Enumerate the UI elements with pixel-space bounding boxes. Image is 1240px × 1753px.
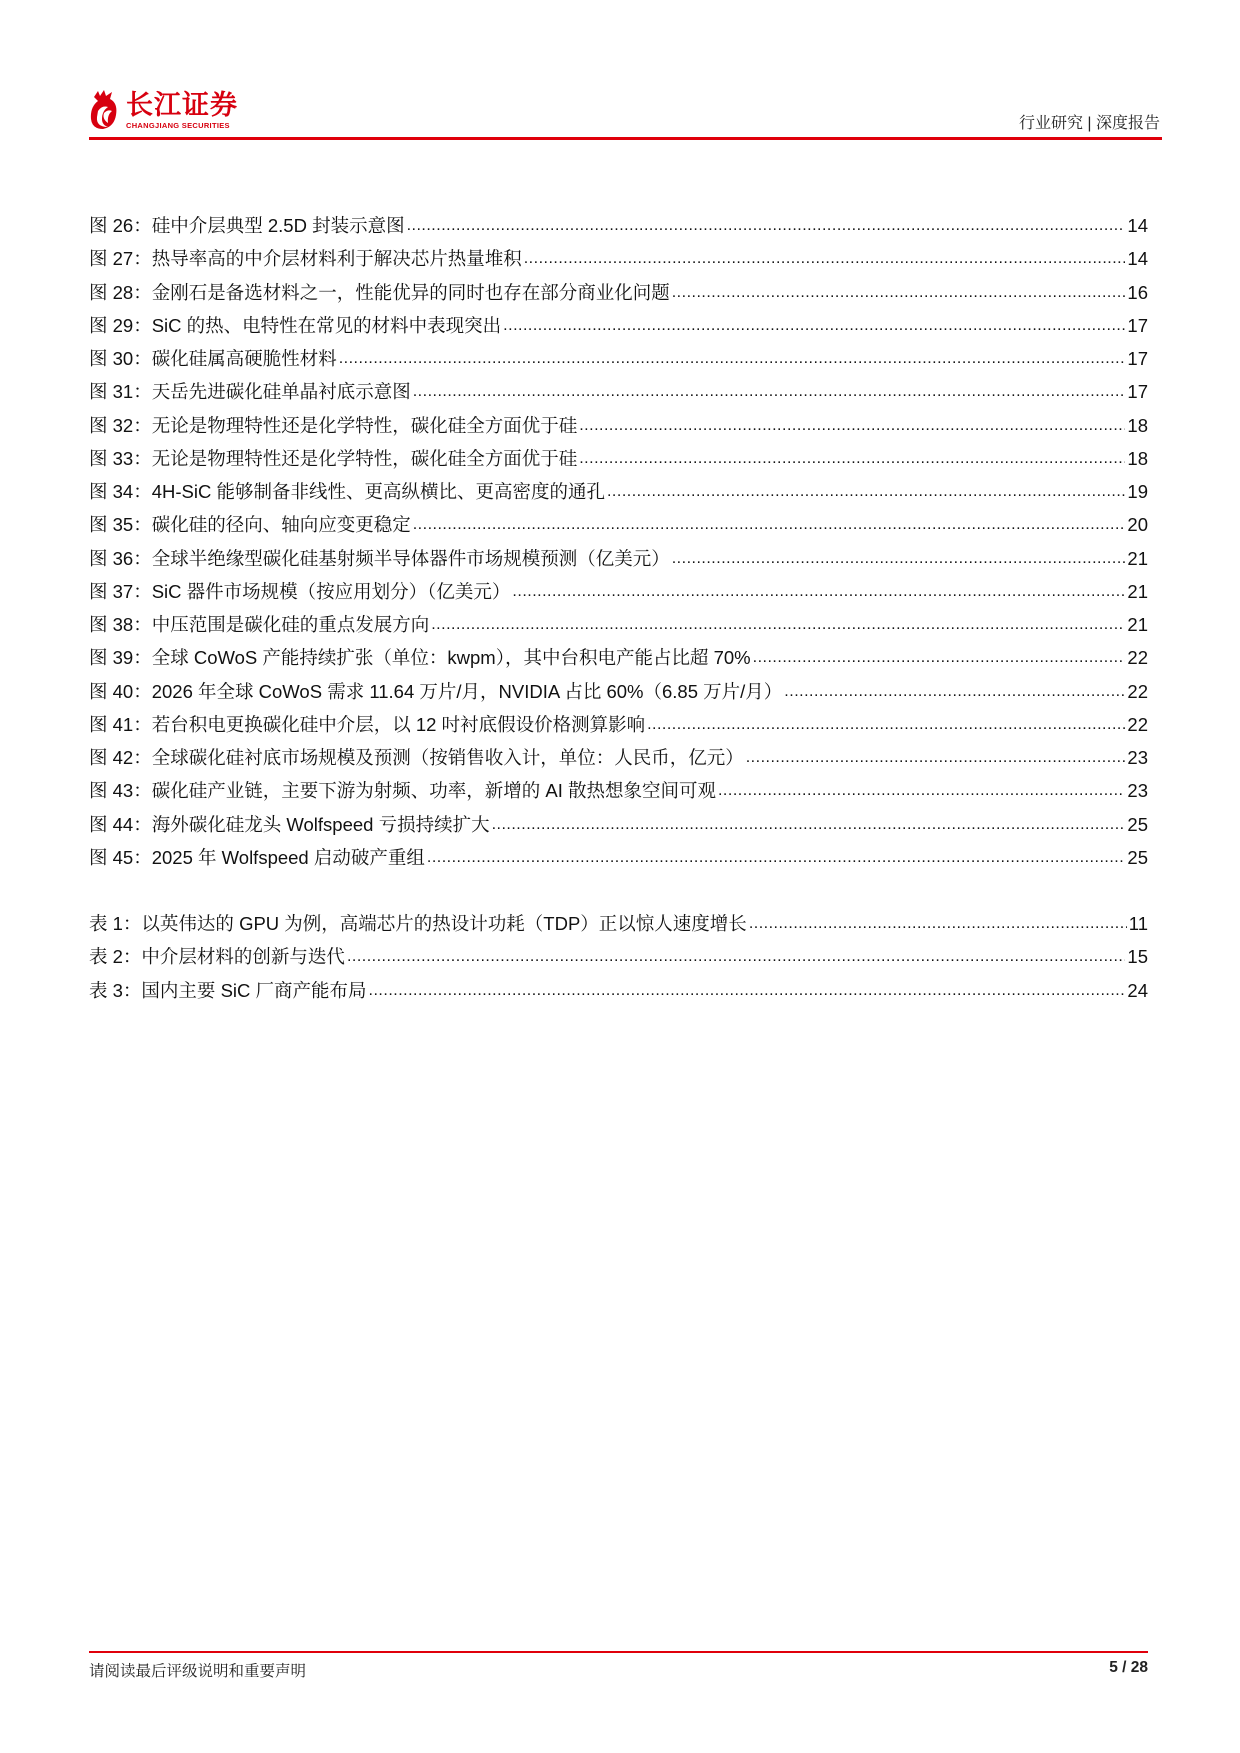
dot-leader bbox=[749, 912, 1127, 936]
header-divider bbox=[89, 137, 1162, 140]
toc-entry-title[interactable]: 图 40：2026 年全球 CoWoS 需求 11.64 万片/月，NVIDIA 占比 60%（6.85 万片/月） bbox=[89, 680, 783, 702]
toc-entry-page[interactable]: 14 bbox=[1127, 248, 1148, 270]
toc-entry-title[interactable]: 图 35：碳化硅的径向、轴向应变更稳定 bbox=[89, 514, 411, 536]
toc-entry-title[interactable]: 图 27：热导率高的中介层材料利于解决芯片热量堆积 bbox=[89, 248, 522, 270]
toc-figure-entry[interactable] bbox=[89, 713, 1148, 737]
toc-entry-title[interactable]: 图 41：若台积电更换碳化硅中介层，以 12 吋衬底假设价格测算影响 bbox=[89, 713, 646, 735]
toc-table-entry[interactable] bbox=[89, 912, 1148, 936]
toc-entry-page[interactable]: 17 bbox=[1127, 314, 1148, 336]
toc-entry-page[interactable]: 22 bbox=[1127, 680, 1148, 702]
toc-entry-page[interactable]: 18 bbox=[1127, 447, 1148, 469]
dot-leader bbox=[512, 580, 1125, 604]
toc-figure-entry[interactable] bbox=[89, 380, 1148, 404]
toc-entry-title[interactable]: 表 3：国内主要 SiC 厂商产能布局 bbox=[89, 979, 367, 1001]
toc-figure-entry[interactable] bbox=[89, 247, 1148, 271]
toc-entry-title[interactable]: 图 32：无论是物理特性还是化学特性，碳化硅全方面优于硅 bbox=[89, 414, 578, 436]
toc-figure-entry[interactable] bbox=[89, 513, 1148, 537]
toc-entry-page[interactable]: 22 bbox=[1127, 713, 1148, 735]
toc-figure-entry[interactable] bbox=[89, 414, 1148, 438]
footer-disclaimer: 请阅读最后评级说明和重要声明 bbox=[89, 1663, 307, 1680]
toc-figure-entry[interactable] bbox=[89, 314, 1148, 338]
toc-entry-title[interactable]: 图 30：碳化硅属高硬脆性材料 bbox=[89, 348, 337, 369]
toc-entry-page[interactable]: 23 bbox=[1127, 747, 1148, 768]
toc-entry-title[interactable]: 图 31：天岳先进碳化硅单晶衬底示意图 bbox=[89, 381, 411, 403]
toc-entry-page[interactable]: 21 bbox=[1127, 614, 1148, 635]
toc-entry-page[interactable]: 20 bbox=[1127, 514, 1148, 536]
dot-leader bbox=[347, 945, 1125, 969]
toc-table-entry[interactable] bbox=[89, 945, 1148, 969]
dot-leader bbox=[607, 480, 1125, 504]
toc-figure-entry[interactable] bbox=[89, 613, 1148, 637]
toc-entry-title[interactable]: 图 26：硅中介层典型 2.5D 封装示意图 bbox=[89, 215, 405, 236]
toc-entry-page[interactable]: 25 bbox=[1127, 846, 1148, 868]
toc-entry-title[interactable]: 图 33：无论是物理特性还是化学特性，碳化硅全方面优于硅 bbox=[89, 447, 578, 469]
toc-entry-title[interactable]: 图 29：SiC 的热、电特性在常见的材料中表现突出 bbox=[89, 314, 502, 336]
toc-entry-page[interactable]: 25 bbox=[1127, 813, 1148, 835]
logo-chinese-name: 长江证券 bbox=[126, 89, 238, 121]
dot-leader bbox=[647, 713, 1125, 737]
dot-leader bbox=[339, 347, 1126, 371]
dot-leader bbox=[746, 746, 1126, 770]
dot-leader bbox=[784, 680, 1125, 704]
toc-figure-entry[interactable] bbox=[89, 480, 1148, 504]
toc-entry-page[interactable]: 11 bbox=[1128, 913, 1148, 934]
toc-entry-page[interactable]: 14 bbox=[1127, 215, 1148, 236]
toc-figure-entry[interactable] bbox=[89, 846, 1148, 870]
toc-entry-title[interactable]: 图 36：全球半绝缘型碳化硅基射频半导体器件市场规模预测（亿美元） bbox=[89, 547, 670, 569]
toc-figure-entry[interactable] bbox=[89, 547, 1148, 571]
toc-entry-title[interactable]: 表 1：以英伟达的 GPU 为例，高端芯片的热设计功耗（TDP）正以惊人速度增长 bbox=[89, 913, 747, 934]
company-logo bbox=[88, 88, 238, 132]
toc-entry-page[interactable]: 17 bbox=[1127, 381, 1148, 403]
toc-figure-entry[interactable] bbox=[89, 680, 1148, 704]
dot-leader bbox=[672, 281, 1126, 305]
toc-figure-entry[interactable] bbox=[89, 813, 1148, 837]
dot-leader bbox=[407, 214, 1126, 238]
toc-entry-title[interactable]: 图 37：SiC 器件市场规模（按应用划分）（亿美元） bbox=[89, 580, 511, 602]
toc-entry-page[interactable]: 18 bbox=[1127, 414, 1148, 436]
dot-leader bbox=[413, 513, 1126, 537]
toc-figure-entry[interactable] bbox=[89, 746, 1148, 770]
toc-entry-title[interactable]: 图 45：2025 年 Wolfspeed 启动破产重组 bbox=[89, 846, 425, 868]
dot-leader bbox=[431, 613, 1125, 637]
toc-entry-page[interactable]: 21 bbox=[1127, 580, 1148, 602]
logo-dragon-icon bbox=[88, 89, 122, 131]
toc-entry-page[interactable]: 15 bbox=[1127, 946, 1148, 968]
toc-figure-entry[interactable] bbox=[89, 347, 1148, 371]
report-category: 行业研究 | 深度报告 bbox=[1018, 115, 1160, 132]
toc-entry-page[interactable]: 21 bbox=[1127, 547, 1148, 569]
toc-entry-page[interactable]: 22 bbox=[1127, 647, 1148, 669]
toc-figure-entry[interactable] bbox=[89, 646, 1148, 670]
logo-english-name: CHANGJIANG SECURITIES bbox=[126, 120, 230, 130]
toc-entry-title[interactable]: 图 39：全球 CoWoS 产能持续扩张（单位：kwpm），其中台积电产能占比超 70% bbox=[89, 647, 751, 669]
toc-entry-title[interactable]: 图 43：碳化硅产业链，主要下游为射频、功率，新增的 AI 散热想象空间可观 bbox=[89, 780, 716, 802]
dot-leader bbox=[524, 247, 1126, 271]
toc-figure-entry[interactable] bbox=[89, 214, 1148, 238]
dot-leader bbox=[579, 447, 1125, 471]
toc-entry-page[interactable]: 23 bbox=[1127, 780, 1148, 802]
dot-leader bbox=[413, 380, 1126, 404]
toc-entry-title[interactable]: 表 2：中介层材料的创新与迭代 bbox=[89, 946, 345, 968]
toc-entry-page[interactable]: 24 bbox=[1127, 979, 1148, 1001]
toc-figure-entry[interactable] bbox=[89, 281, 1148, 305]
toc-entry-page[interactable]: 19 bbox=[1127, 481, 1148, 502]
toc-entry-page[interactable]: 16 bbox=[1127, 281, 1148, 303]
dot-leader bbox=[503, 314, 1125, 338]
toc-figure-entry[interactable] bbox=[89, 447, 1148, 471]
toc-figure-entry[interactable] bbox=[89, 580, 1148, 604]
dot-leader bbox=[753, 646, 1126, 670]
toc-entry-page[interactable]: 17 bbox=[1127, 348, 1148, 369]
toc-entry-title[interactable]: 图 28：金刚石是备选材料之一，性能优异的同时也存在部分商业化问题 bbox=[89, 281, 670, 303]
toc-figure-entry[interactable] bbox=[89, 779, 1148, 803]
dot-leader bbox=[718, 779, 1125, 803]
toc-entry-title[interactable]: 图 38：中压范围是碳化硅的重点发展方向 bbox=[89, 614, 430, 635]
toc-entry-title[interactable]: 图 44：海外碳化硅龙头 Wolfspeed 亏损持续扩大 bbox=[89, 813, 490, 835]
toc-entry-title[interactable]: 图 34：4H-SiC 能够制备非线性、更高纵横比、更高密度的通孔 bbox=[89, 481, 605, 502]
footer-divider bbox=[89, 1651, 1148, 1653]
dot-leader bbox=[579, 414, 1125, 438]
dot-leader bbox=[427, 846, 1126, 870]
dot-leader bbox=[672, 547, 1126, 571]
dot-leader bbox=[369, 979, 1126, 1003]
page-number: 5 / 28 bbox=[1109, 1659, 1148, 1676]
dot-leader bbox=[492, 813, 1126, 837]
toc-entry-title[interactable]: 图 42：全球碳化硅衬底市场规模及预测（按销售收入计，单位：人民币，亿元） bbox=[89, 747, 744, 768]
toc-table-entry[interactable] bbox=[89, 979, 1148, 1003]
